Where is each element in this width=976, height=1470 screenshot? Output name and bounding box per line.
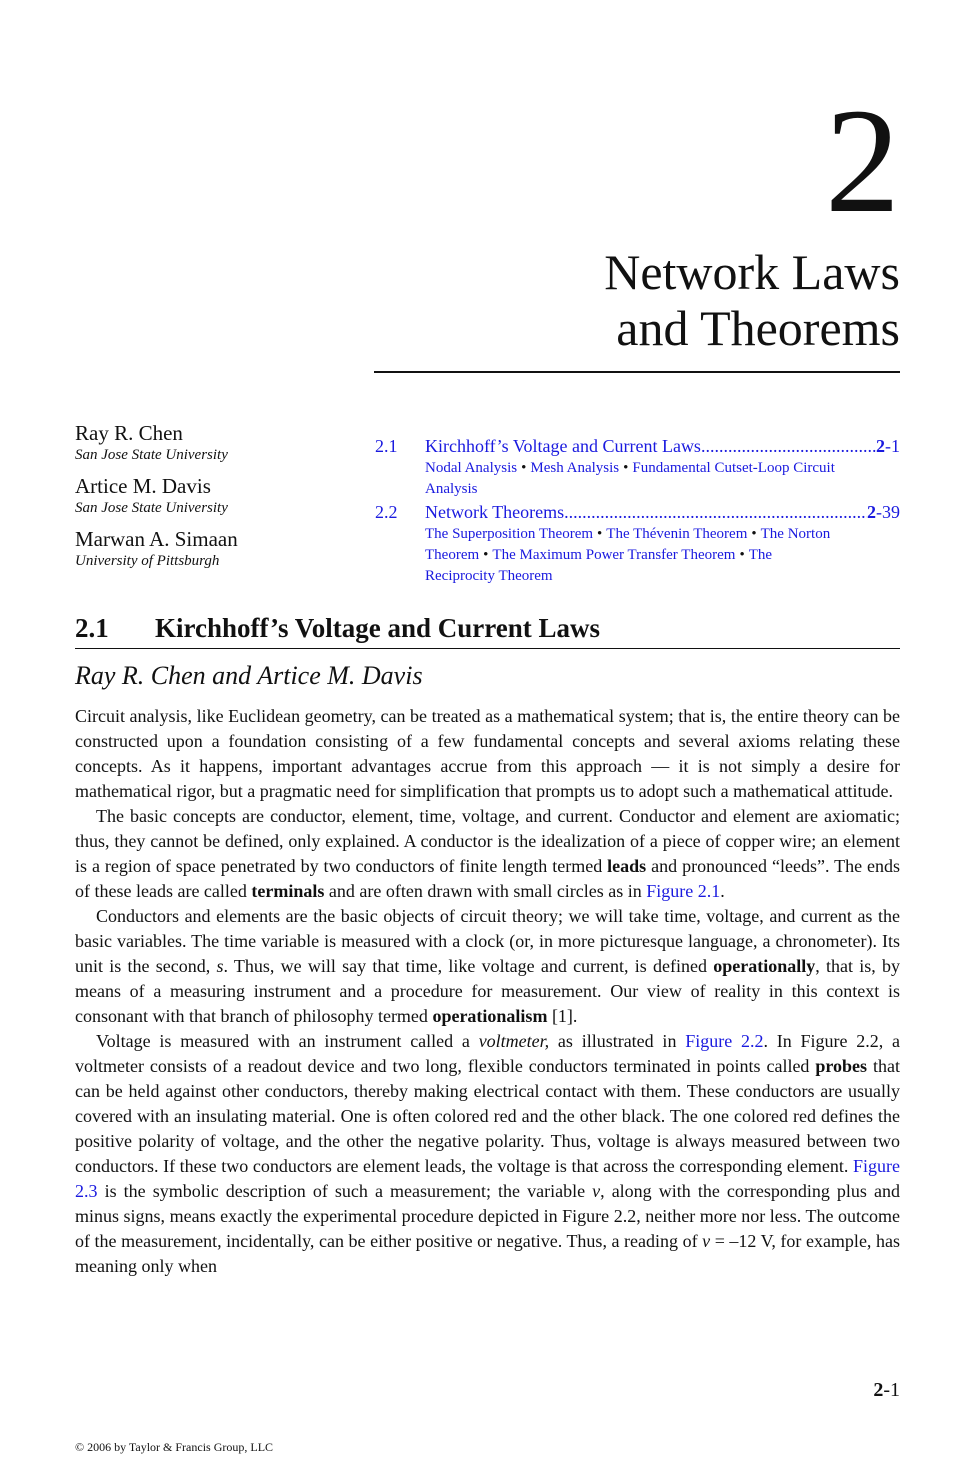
text-run: [1]. — [547, 1006, 578, 1026]
author-affiliation: San Jose State University — [75, 447, 228, 463]
section-number: 2.1 — [75, 613, 109, 643]
copyright-notice: © 2006 by Taylor & Francis Group, LLC — [75, 1440, 274, 1454]
toc-link-2-1[interactable] — [375, 434, 900, 458]
toc-link-2-2[interactable] — [375, 500, 900, 524]
toc-subtopics — [425, 524, 845, 587]
author-block — [75, 527, 355, 570]
bullet-separator: • — [483, 547, 489, 563]
text-run: . Thus, we will say that time, like voltage and current, is defined — [223, 956, 714, 976]
bold-term: operationalism — [432, 1006, 548, 1026]
paragraph — [75, 704, 900, 804]
toc-leader-dots — [564, 500, 867, 524]
toc-subtopic-link[interactable]: The Maximum Power Transfer Theorem — [492, 547, 736, 563]
text-run: The basic concepts are conductor, element, time, voltage, and current. Conductor and element are axiomatic; thus, they cannot be defined, only explained. A conductor is the idealization of a piece of copper wire; an element is a region of space penetrated by two conductors of finite length termed — [75, 806, 900, 876]
bold-term: operationally — [713, 956, 816, 976]
italic-term: s — [216, 956, 224, 976]
author-affiliation: San Jose State University — [75, 500, 228, 516]
author-name: Artice M. Davis — [75, 474, 211, 498]
bold-term: leads — [607, 856, 647, 876]
bold-term: probes — [815, 1056, 868, 1076]
table-of-contents — [375, 434, 900, 587]
section-authors: Ray R. Chen and Artice M. Davis — [75, 661, 423, 690]
section-title: Kirchhoff’s Voltage and Current Laws — [155, 613, 601, 643]
text-run: as illustrated in — [549, 1031, 686, 1051]
toc-subtopic-link[interactable]: Mesh Analysis — [530, 460, 620, 476]
text-run: Conductors and elements are the basic objects of circuit theory; we will take time, voltage, and current as the basic variables. The time variable is measured with a clock (or, in more picturesque language, a chronometer). Its unit is the second, — [75, 906, 900, 976]
text-run: , that is, by means of a measuring instrument and a procedure for measurement. Our view of reality in this context is consonant with that branch of philosophy termed — [75, 956, 901, 1026]
bullet-separator: • — [623, 460, 629, 476]
paragraph — [75, 1029, 900, 1279]
chapter-number: 2 — [825, 78, 900, 244]
author-name: Marwan A. Simaan — [75, 527, 238, 551]
chapter-title-line-2: and Theorems — [616, 300, 900, 356]
toc-title: Network Theorems — [425, 502, 565, 522]
paragraph — [75, 904, 900, 1029]
section-heading — [75, 611, 900, 649]
toc-subtopic-link[interactable]: The Reciprocity Theorem — [425, 547, 773, 584]
toc-entry-2-1 — [375, 434, 900, 500]
italic-term: voltmeter, — [478, 1031, 550, 1051]
toc-subtopic-link[interactable]: Fundamental Cutset-Loop Circuit Analysis — [425, 460, 835, 497]
text-run: = –12 V, for example, has meaning only when — [75, 1231, 900, 1276]
italic-term: v — [592, 1181, 601, 1201]
figure-link[interactable]: Figure 2.3 — [75, 1156, 900, 1201]
toc-leader-dots — [701, 434, 876, 458]
text-run: . In Figure 2.2, a voltmeter consists of a readout device and two long, flexible conductors terminated in points called — [75, 1031, 900, 1076]
paragraph — [75, 804, 900, 904]
bullet-separator: • — [739, 547, 745, 563]
text-run: Circuit analysis, like Euclidean geometry, can be treated as a mathematical system; that is, the entire theory can be constructed upon a foundation consisting of a few fundamental concepts and several axioms relating these concepts. As it happens, important advantages accrue from this approach — it is not simply a desire for mathematical rigor, but a pragmatic need for simplification that prompts us to adopt such a mathematical attitude. — [75, 706, 900, 801]
figure-link[interactable]: Figure 2.1 — [646, 881, 721, 901]
text-run: is the symbolic description of such a measurement; the variable — [97, 1181, 593, 1201]
toc-subtopics — [425, 458, 845, 500]
toc-subtopic-link[interactable]: Nodal Analysis — [425, 460, 518, 476]
chapter-authors — [75, 421, 355, 580]
text-run: and pronounced “leeds”. The ends of these leads are called — [75, 856, 901, 901]
author-name: Ray R. Chen — [75, 421, 183, 445]
body-text — [75, 704, 900, 1279]
bullet-separator: • — [597, 526, 603, 542]
toc-subtopic-link[interactable]: The Superposition Theorem — [425, 526, 594, 542]
author-block — [75, 474, 355, 517]
toc-number: 2.2 — [375, 502, 398, 522]
text-run: and are often drawn with small circles as in — [324, 881, 647, 901]
author-block — [75, 421, 355, 464]
toc-page: 2-39 — [867, 502, 900, 522]
italic-term: v — [702, 1231, 711, 1251]
toc-title: Kirchhoff’s Voltage and Current Laws — [425, 436, 701, 456]
title-rule — [374, 371, 900, 373]
bullet-separator: • — [521, 460, 527, 476]
bold-term: terminals — [251, 881, 325, 901]
toc-page: 2-1 — [876, 436, 900, 456]
bullet-separator: • — [751, 526, 757, 542]
chapter-title-line-1: Network Laws — [604, 244, 900, 300]
toc-subtopic-link[interactable]: The Norton Theorem — [425, 526, 831, 563]
text-run: Voltage is measured with an instrument called a — [96, 1031, 479, 1051]
text-run: , along with the corresponding plus and minus signs, means exactly the experimental procedure depicted in Figure 2.2, neither more nor less. The outcome of the measurement, incidentally, can be either positive or negative. Thus, a reading of — [75, 1181, 900, 1251]
toc-subtopic-link[interactable]: The Thévenin Theorem — [606, 526, 748, 542]
text-run: that can be held against other conductors, thereby making electrical contact with them. These conductors are usually covered with an insulating material. One is often colored red and the other black. The one colored red defines the positive polarity of voltage, and the other the negative polarity. Thus, voltage is always measured between two conductors. If these two conductors are element leads, the voltage is that across the corresponding element. — [75, 1056, 900, 1176]
figure-link[interactable]: Figure 2.2 — [685, 1031, 764, 1051]
chapter-title — [604, 244, 900, 356]
toc-entry-2-2 — [375, 500, 900, 587]
author-affiliation: University of Pittsburgh — [75, 553, 220, 569]
page-number: 2-1 — [873, 1379, 900, 1401]
text-run: . — [720, 881, 725, 901]
toc-number: 2.1 — [375, 436, 398, 456]
